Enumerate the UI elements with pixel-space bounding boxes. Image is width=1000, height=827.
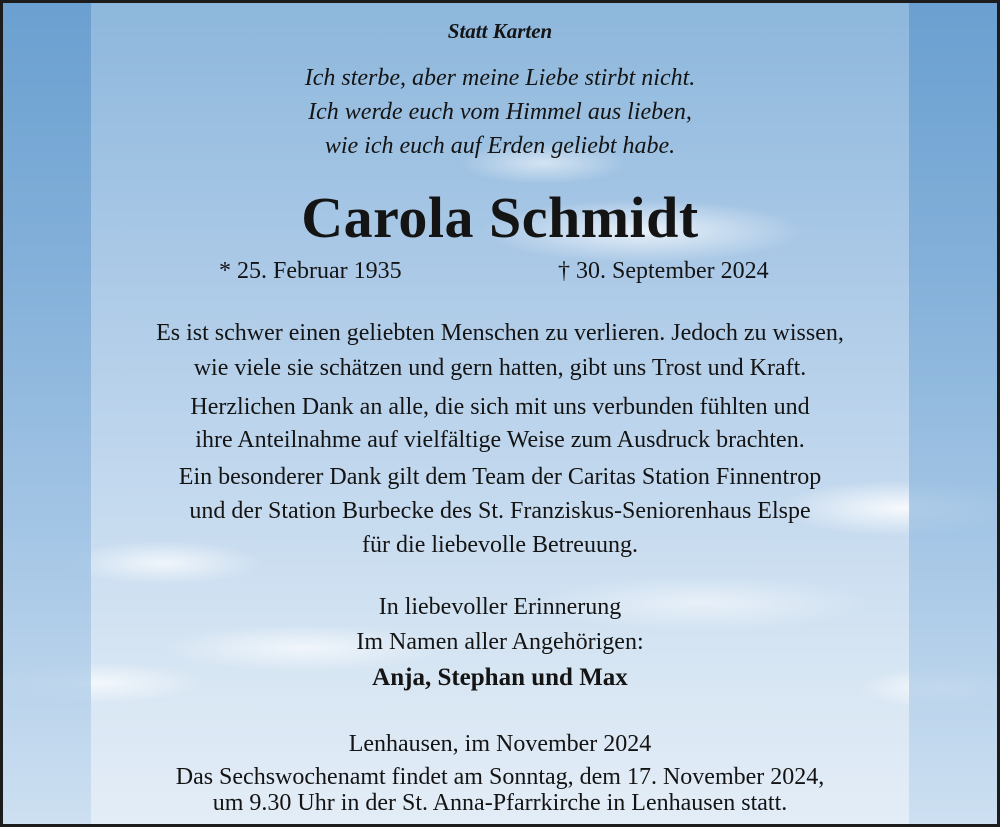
message-line: und der Station Burbecke des St. Franziskus-Seniorenhaus Elspe (189, 498, 811, 524)
poem-line: Ich sterbe, aber meine Liebe stirbt nicht. (304, 65, 696, 91)
relatives-line: Im Namen aller Angehörigen: (356, 629, 644, 655)
death-date: † 30. September 2024 (558, 258, 769, 284)
message-line: wie viele sie schätzen und gern hatten, gibt uns Trost und Kraft. (193, 355, 807, 381)
place-date: Lenhausen, im November 2024 (348, 731, 652, 757)
deceased-name: Carola Schmidt (301, 185, 699, 250)
birth-date: * 25. Februar 1935 (219, 258, 402, 284)
remembrance-line: In liebevoller Erinnerung (378, 594, 622, 620)
message-line: Herzlichen Dank an alle, die sich mit uns verbunden fühlten und (190, 394, 810, 420)
mourners-names: Anja, Stephan und Max (372, 664, 628, 691)
service-info-line: Das Sechswochenamt findet am Sonntag, dem 17. November 2024, (175, 764, 825, 790)
message-line: ihre Anteilnahme auf vielfältige Weise zum Ausdruck brachten. (195, 427, 805, 453)
poem-line: Ich werde euch vom Himmel aus lieben, (308, 99, 692, 125)
service-info-line: um 9.30 Uhr in der St. Anna-Pfarrkirche in Lenhausen statt. (212, 790, 788, 816)
poem-line: wie ich euch auf Erden geliebt habe. (324, 133, 676, 159)
notice-heading: Statt Karten (447, 19, 553, 43)
message-line: Ein besonderer Dank gilt dem Team der Caritas Station Finnentrop (178, 464, 822, 490)
message-line: Es ist schwer einen geliebten Menschen zu verlieren. Jedoch zu wissen, (156, 320, 844, 346)
message-line: für die liebevolle Betreuung. (362, 532, 638, 558)
notice-content (3, 3, 997, 824)
